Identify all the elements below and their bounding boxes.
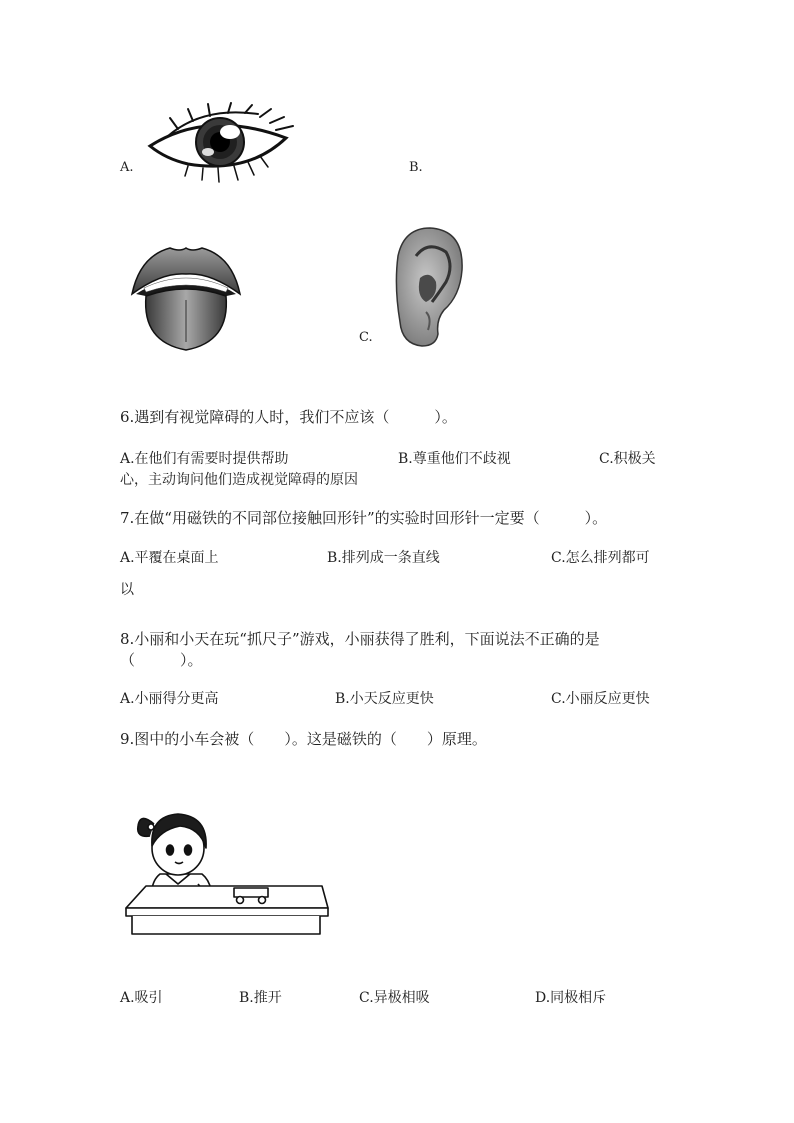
q6-option-c-continued: 心，主动询问他们造成视觉障碍的原因 bbox=[120, 472, 358, 488]
q7-option-b: B.排列成一条直线 bbox=[327, 550, 440, 566]
girl-with-magnet-and-car-illustration bbox=[120, 804, 332, 942]
q8-option-c: C.小丽反应更快 bbox=[551, 691, 650, 707]
q6-option-a: A.在他们有需要时提供帮助 bbox=[120, 451, 289, 467]
q5-option-b-label: B. bbox=[409, 160, 423, 175]
mouth-tongue-illustration bbox=[130, 242, 242, 354]
q9-option-d: D.同极相斥 bbox=[535, 990, 607, 1006]
q5-option-a-label: A. bbox=[120, 160, 134, 175]
q9-option-c: C.异极相吸 bbox=[359, 990, 430, 1006]
q8-option-b: B.小天反应更快 bbox=[335, 691, 434, 707]
q7-option-a: A.平覆在桌面上 bbox=[120, 550, 219, 566]
q7-option-c-continued: 以 bbox=[120, 582, 134, 598]
ear-illustration bbox=[392, 226, 466, 348]
q6-option-b: B.尊重他们不歧视 bbox=[398, 451, 511, 467]
eye-illustration bbox=[148, 104, 296, 186]
q8-option-a: A.小丽得分更高 bbox=[120, 691, 219, 707]
q6-option-c: C.积极关 bbox=[599, 451, 656, 467]
q9-option-a: A.吸引 bbox=[120, 990, 163, 1006]
q9-option-b: B.推开 bbox=[239, 990, 282, 1006]
q7-question: 7.在做“用磁铁的不同部位接触回形针”的实验时回形针一定要（ ）。 bbox=[120, 509, 608, 527]
q9-question: 9.图中的小车会被（ ）。这是磁铁的（ ）原理。 bbox=[120, 730, 487, 748]
q6-question: 6.遇到有视觉障碍的人时，我们不应该（ ）。 bbox=[120, 408, 457, 426]
q7-option-c: C.怎么排列都可 bbox=[551, 550, 650, 566]
q8-question: 8.小丽和小天在玩“抓尺子”游戏，小丽获得了胜利，下面说法不正确的是 bbox=[120, 630, 600, 648]
q8-question-continued: （ ）。 bbox=[120, 651, 203, 669]
q5-option-c-label: C. bbox=[359, 330, 373, 345]
